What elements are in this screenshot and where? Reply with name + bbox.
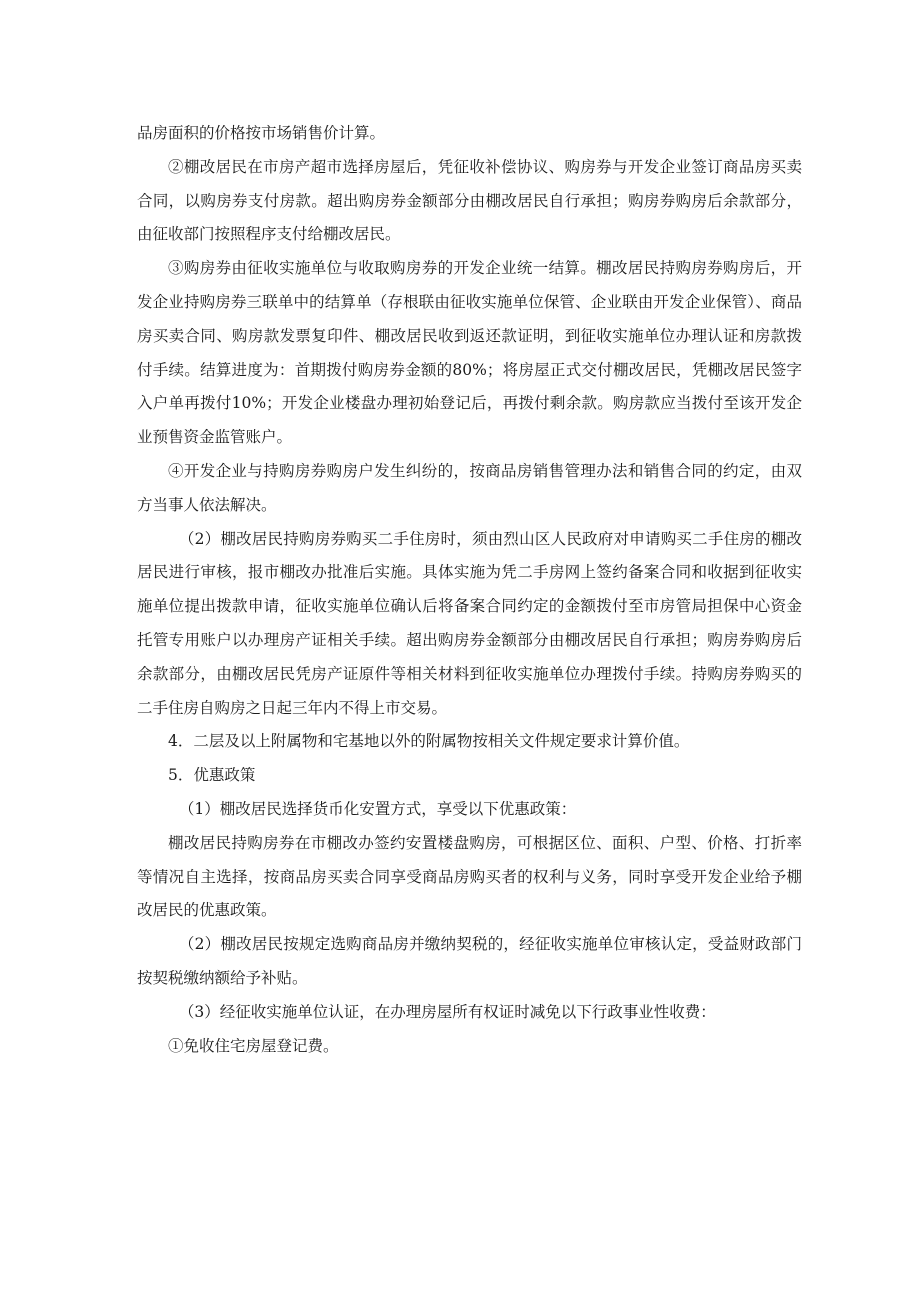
paragraph-section-4: 4．二层及以上附属物和宅基地以外的附属物按相关文件规定要求计算价值。 <box>168 732 690 751</box>
heading-preferential-policy: 5．优惠政策 <box>168 766 256 785</box>
paragraph-policy-1: （1）棚改居民选择货币化安置方式，享受以下优惠政策： <box>178 799 577 818</box>
paragraph-second-hand-housing: （2）棚改居民持购房券购买二手住房时，须由烈山区人民政府对申请购买二手住房的棚改居民进行审核，报市棚改办批准后实施。具体实施为凭二手房网上签约备案合同和收据到征收实施单位提出拨款申请，征收实施单位确认后将备案合同约定的金额拨付至市房管局担保中心资金托管专用账户以办理房产证相关手续。超出购房券金额部分由棚改居民自行承担；购房券购房后余款部分，由棚改居民凭房产证原件等相关材料到征收实施单位办理拨付手续。持购房券购买的二手住房自购房之日起三年内不得上市交易。 <box>137 529 802 717</box>
paragraph-policy-3-item-1: ①免收住宅房屋登记费。 <box>168 1036 339 1055</box>
paragraph-policy-3: （3）经征收实施单位认证，在办理房屋所有权证时减免以下行政事业性收费： <box>178 1002 716 1021</box>
paragraph-item-3: ③购房券由征收实施单位与收取购房券的开发企业统一结算。棚改居民持购房券购房后，开发企业持购房券三联单中的结算单（存根联由征收实施单位保管、企业联由开发企业保管）、商品房买卖合同、购房款发票复印件、棚改居民收到返还款证明，到征收实施单位办理认证和房款拨付手续。结算进度为：首期拨付购房券金额的80%；将房屋正式交付棚改居民，凭棚改居民签字入户单再拨付10%；开发企业楼盘办理初始登记后，再拨付剩余款。购房款应当拨付至该开发企业预售资金监管账户。 <box>137 259 802 447</box>
paragraph-item-2: ②棚改居民在市房产超市选择房屋后，凭征收补偿协议、购房券与开发企业签订商品房买卖合同，以购房券支付房款。超出购房券金额部分由棚改居民自行承担；购房券购房后余款部分，由征收部门按照程序支付给棚改居民。 <box>137 157 802 244</box>
paragraph-policy-2: （2）棚改居民按规定选购商品房并缴纳契税的，经征收实施单位审核认定，受益财政部门按契税缴纳额给予补贴。 <box>137 935 802 987</box>
paragraph-continuation: 品房面积的价格按市场销售价计算。 <box>137 124 386 142</box>
paragraph-item-4: ④开发企业与持购房券购房户发生纠纷的，按商品房销售管理办法和销售合同的约定，由双方当事人依法解决。 <box>137 461 802 514</box>
paragraph-policy-1-detail: 棚改居民持购房券在市棚改办签约安置楼盘购房，可根据区位、面积、户型、价格、打折率等情况自主选择，按商品房买卖合同享受商品房购买者的权利与义务，同时享受开发企业给予棚改居民的优惠政策。 <box>137 833 802 920</box>
